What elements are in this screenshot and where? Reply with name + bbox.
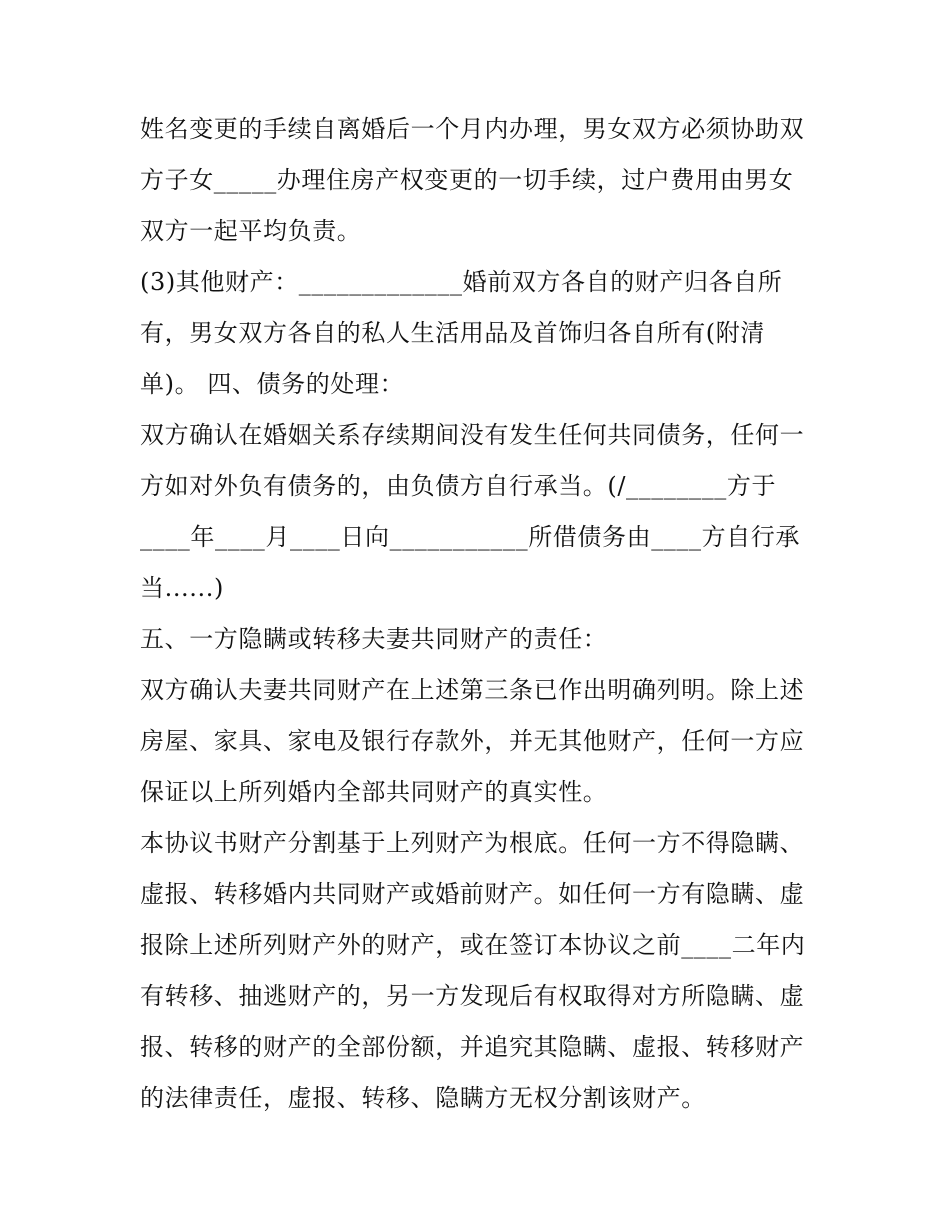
section-heading: 五、一方隐瞒或转移夫妻共同财产的责任： bbox=[140, 625, 608, 653]
text-line: 报、转移的财产的全部份额，并追究其隐瞒、虚报、转移财产 bbox=[140, 1033, 805, 1061]
text-line: 双方一起平均负责。 bbox=[140, 217, 362, 245]
text-line: 报除上述所列财产外的财产，或在签订本协议之前____二年内 bbox=[140, 931, 806, 959]
text-line: 保证以上所列婚内全部共同财产的真实性。 bbox=[140, 778, 608, 806]
text-line: 虚报、转移婚内共同财产或婚前财产。如任何一方有隐瞒、虚 bbox=[140, 880, 805, 908]
text-line: 房屋、家具、家电及银行存款外，并无其他财产，任何一方应 bbox=[140, 727, 805, 755]
text-line: 有，男女双方各自的私人生活用品及首饰归各自所有(附清 bbox=[140, 319, 765, 347]
text-line: 双方确认在婚姻关系存续期间没有发生任何共同债务，任何一 bbox=[140, 421, 805, 449]
text-line: 方子女_____办理住房产权变更的一切手续，过户费用由男女 bbox=[140, 166, 794, 194]
text-line: 当......) bbox=[140, 574, 224, 602]
text-line: 双方确认夫妻共同财产在上述第三条已作出明确列明。除上述 bbox=[140, 676, 805, 704]
text-line: 的法律责任，虚报、转移、隐瞒方无权分割该财产。 bbox=[140, 1084, 706, 1112]
text-line: ____年____月____日向___________所借债务由____方自行承 bbox=[140, 523, 800, 551]
text-line: 有转移、抽逃财产的，另一方发现后有权取得对方所隐瞒、虚 bbox=[140, 982, 805, 1010]
text-line: 方如对外负有债务的，由负债方自行承当。(/________方于 bbox=[140, 472, 777, 500]
text-line: 本协议书财产分割基于上列财产为根底。任何一方不得隐瞒、 bbox=[140, 829, 805, 857]
document-body bbox=[140, 104, 830, 1124]
text-line: 单)。 四、债务的处理： bbox=[140, 370, 405, 398]
text-line: 姓名变更的手续自离婚后一个月内办理，男女双方必须协助双 bbox=[140, 115, 805, 143]
text-line: (3)其他财产：_____________婚前双方各自的财产归各自所 bbox=[140, 268, 783, 296]
